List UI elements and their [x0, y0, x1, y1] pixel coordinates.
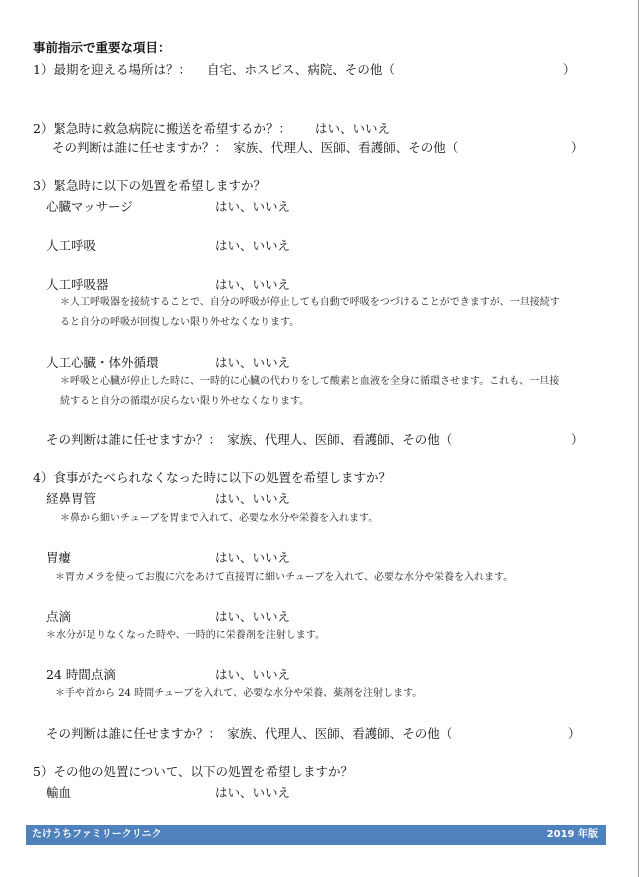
q3-item-note: ＊人工呼吸器を接続することで、自分の呼吸が停止しても自動で呼吸をつづけることができますが、一旦接続す — [60, 297, 560, 308]
q3-close-paren: ） — [571, 432, 584, 447]
q1-options[interactable]: 自宅、ホスピス、病院、その他（ — [207, 62, 395, 77]
q5-item-label: 輸血 — [46, 785, 72, 800]
q4-item-answer[interactable]: はい、いいえ — [215, 609, 291, 624]
q3-item-answer[interactable]: はい、いいえ — [215, 199, 291, 214]
q4-item-label: 胃瘻 — [46, 550, 72, 565]
q2-close-paren: ） — [571, 140, 584, 155]
q3-item-answer[interactable]: はい、いいえ — [215, 277, 291, 292]
q5-item-answer[interactable]: はい、いいえ — [215, 785, 291, 800]
q5-question: 5）その他の処置について、以下の処置を希望しますか？ — [33, 764, 353, 779]
edition-year: 2019 年版 — [546, 829, 598, 840]
q4-question: 4）食事がたべられなくなった時に以下の処置を希望しますか？ — [33, 470, 391, 485]
q3-item-note: ると自分の呼吸が回復しない限り外せなくなります。 — [60, 317, 300, 328]
q3-item-label: 人工呼吸 — [46, 238, 97, 253]
q3-question: 3）緊急時に以下の処置を希望しますか？ — [33, 178, 266, 193]
q1-question: 1）最期を迎える場所は？： — [33, 62, 191, 77]
q4-close-paren: ） — [568, 726, 581, 741]
q3-item-answer[interactable]: はい、いいえ — [215, 238, 291, 253]
q4-item-label: 24 時間点滴 — [46, 667, 116, 682]
q3-item-label: 人工呼吸器 — [46, 277, 109, 292]
q4-item-note: ＊胃カメラを使ってお腹に穴をあけて直接胃に細いチューブを入れて、必要な水分や栄養を入れます。 — [55, 572, 514, 583]
q4-item-note: ＊鼻から細いチューブを胃まで入れて、必要な水分や栄養を入れます。 — [60, 513, 379, 524]
q3-item-label: 人工心臓・体外循環 — [46, 355, 159, 370]
clinic-name: たけうちファミリークリニク — [32, 829, 162, 840]
q2-delegate[interactable]: その判断は誰に任せますか？： 家族、代理人、医師、看護師、その他（ — [52, 140, 459, 155]
q4-item-note: ＊水分が足りなくなった時や、一時的に栄養剤を注射します。 — [46, 630, 325, 641]
q4-delegate[interactable]: その判断は誰に任せますか？： 家族、代理人、医師、看護師、その他（ — [46, 726, 453, 741]
q4-item-answer[interactable]: はい、いいえ — [215, 550, 291, 565]
q4-item-note: ＊手や首から 24 時間チューブを入れて、必要な水分や栄養、薬剤を注射します。 — [55, 688, 423, 699]
q2-options[interactable]: はい、いいえ — [315, 121, 391, 136]
footer-bar — [26, 825, 606, 845]
q4-item-answer[interactable]: はい、いいえ — [215, 667, 291, 682]
q3-item-note: 続すると自分の循環が戻らない限り外せなくなります。 — [60, 396, 310, 407]
q4-item-label: 点滴 — [46, 609, 72, 624]
q3-item-answer[interactable]: はい、いいえ — [215, 355, 291, 370]
q4-item-answer[interactable]: はい、いいえ — [215, 491, 291, 506]
q3-delegate[interactable]: その判断は誰に任せますか？： 家族、代理人、医師、看護師、その他（ — [46, 432, 453, 447]
q3-item-note: ＊呼吸と心臓が停止した時に、一時的に心臓の代わりをして酸素と血液を全身に循環させます。これも、一旦接 — [60, 376, 560, 387]
q4-item-label: 経鼻胃管 — [46, 491, 97, 506]
q2-question: 2）緊急時に救急病院に搬送を希望するか？： — [33, 121, 291, 136]
q3-item-label: 心臓マッサージ — [46, 199, 133, 214]
section-heading: 事前指示で重要な項目： — [33, 40, 171, 55]
q1-close-paren: ） — [563, 62, 576, 77]
